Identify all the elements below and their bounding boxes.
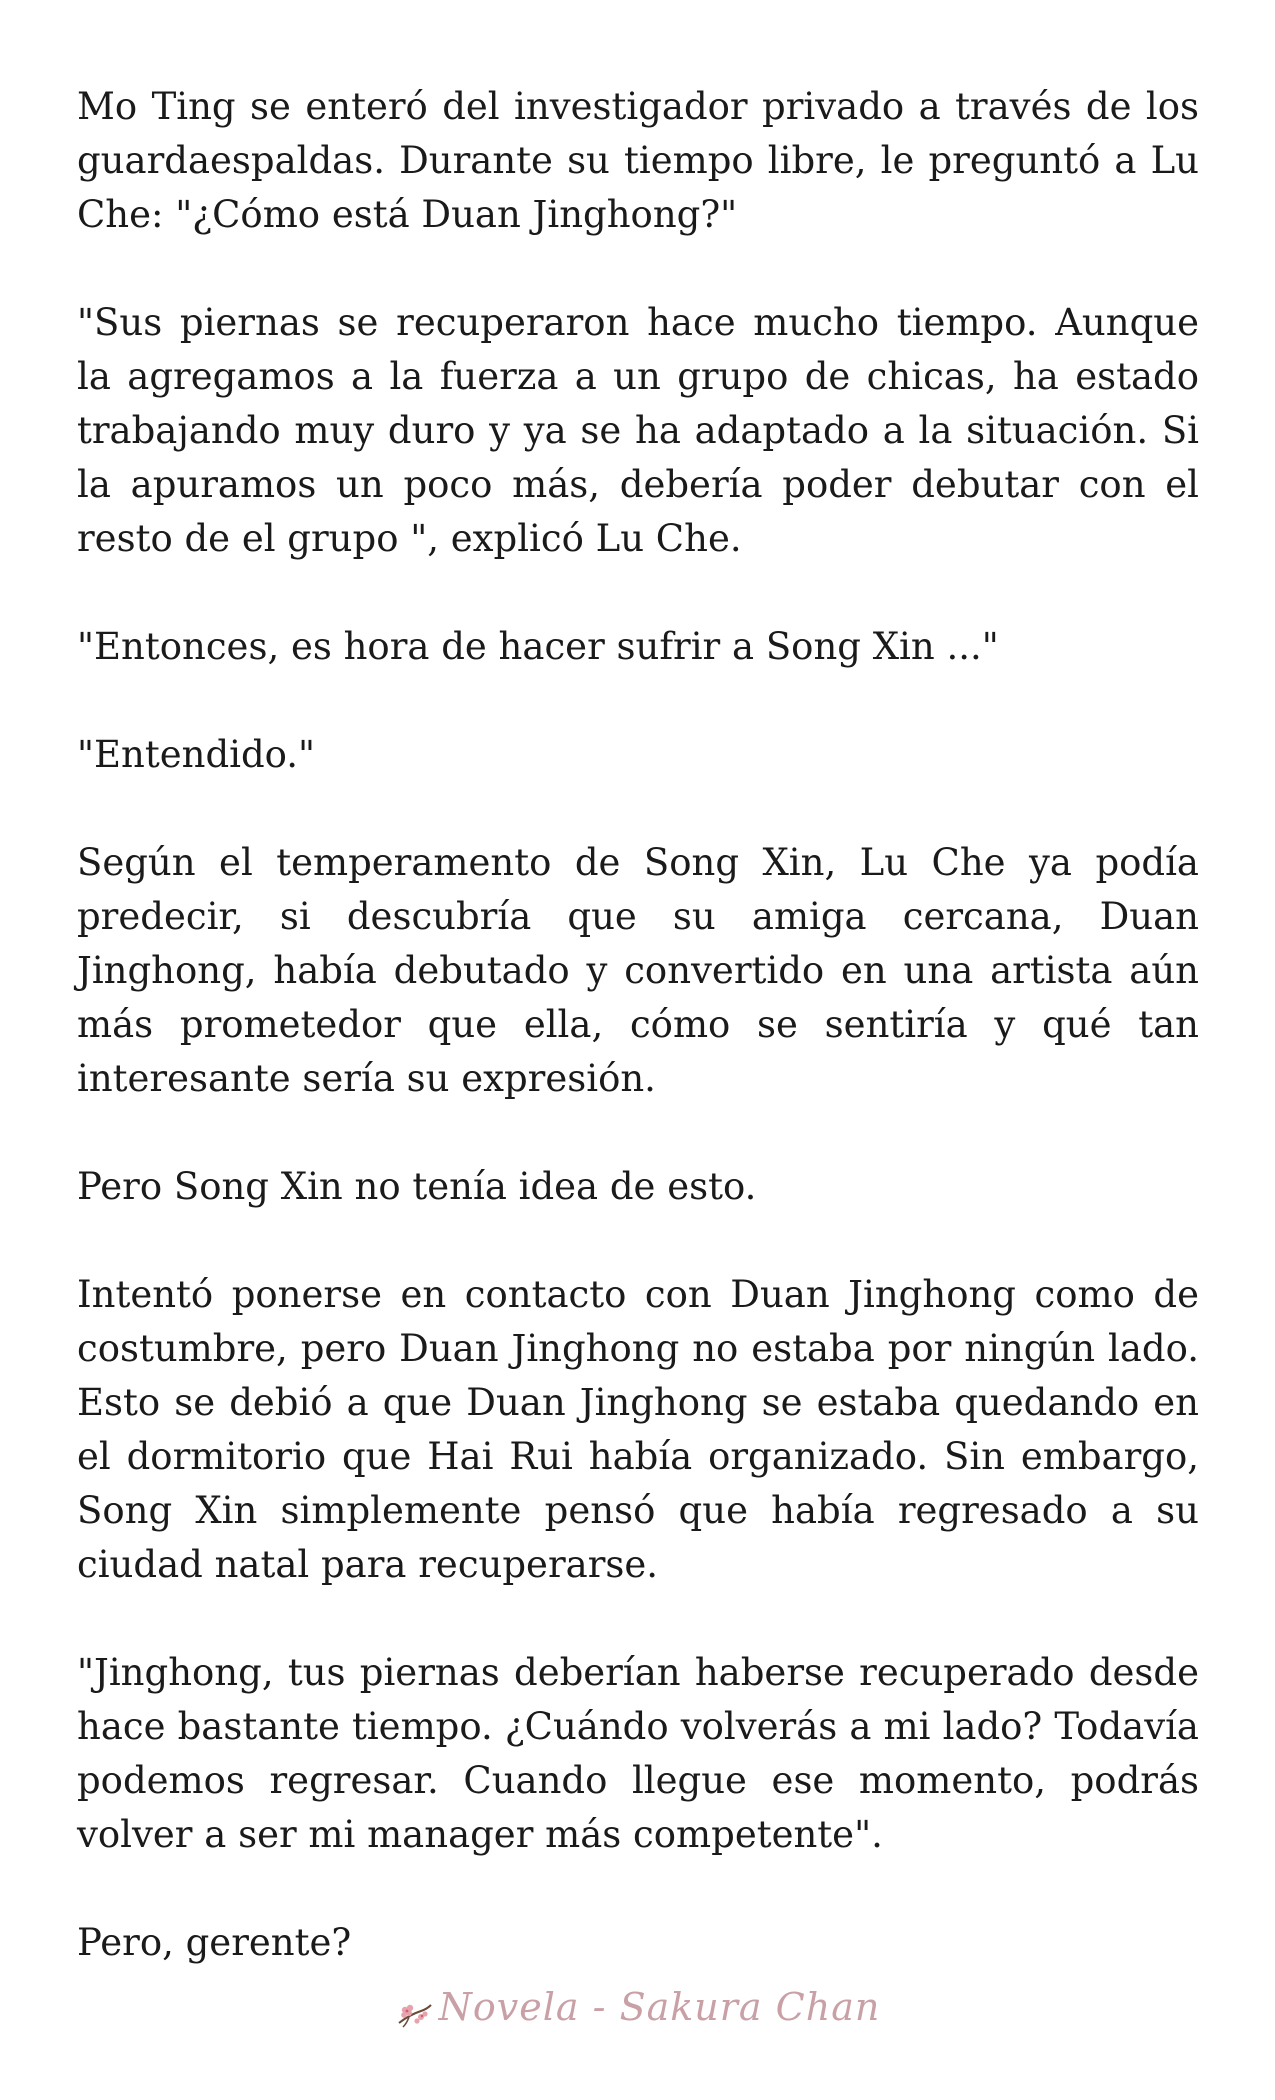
- paragraph: "Sus piernas se recuperaron hace mucho tiempo. Aunque la agregamos a la fuerza a un grupo de chicas, ha estado trabajando muy duro y ya se ha adaptado a la situación. Si la apuramos un poco más, debería poder debutar con el resto de el grupo ", explicó Lu Che.: [77, 301, 1199, 560]
- paragraph: "Jinghong, tus piernas deberían haberse recuperado desde hace bastante tiempo. ¿Cuándo volverás a mi lado? Todavía podemos regresar. Cuando llegue ese momento, podrás volver a ser mi manager más competente".: [77, 1651, 1199, 1856]
- paragraph: Intentó ponerse en contacto con Duan Jinghong como de costumbre, pero Duan Jinghong no estaba por ningún lado. Esto se debió a que Duan Jinghong se estaba quedando en el dormitorio que Hai Rui había organizado. Sin embargo, Song Xin simplemente pensó que había regresado a su ciudad natal para recuperarse.: [77, 1273, 1199, 1586]
- paragraph: Pero Song Xin no tenía idea de esto.: [77, 1165, 757, 1208]
- document-body: [77, 80, 1199, 1970]
- paragraph: Pero, gerente?: [77, 1921, 352, 1964]
- paragraph: "Entendido.": [77, 733, 316, 776]
- watermark: [0, 1985, 1275, 2029]
- paragraph: Mo Ting se enteró del investigador privado a través de los guardaespaldas. Durante su tiempo libre, le preguntó a Lu Che: "¿Cómo está Duan Jinghong?": [77, 85, 1199, 236]
- cherry-blossom-icon: [395, 1996, 433, 2026]
- paragraph: Según el temperamento de Song Xin, Lu Che ya podía predecir, si descubría que su amiga cercana, Duan Jinghong, había debutado y convertido en una artista aún más prometedor que ella, cómo se sentiría y qué tan interesante sería su expresión.: [77, 841, 1199, 1100]
- watermark-text: Novela - Sakura Chan: [438, 1985, 881, 2029]
- paragraph: "Entonces, es hora de hacer sufrir a Song Xin ...": [77, 625, 999, 668]
